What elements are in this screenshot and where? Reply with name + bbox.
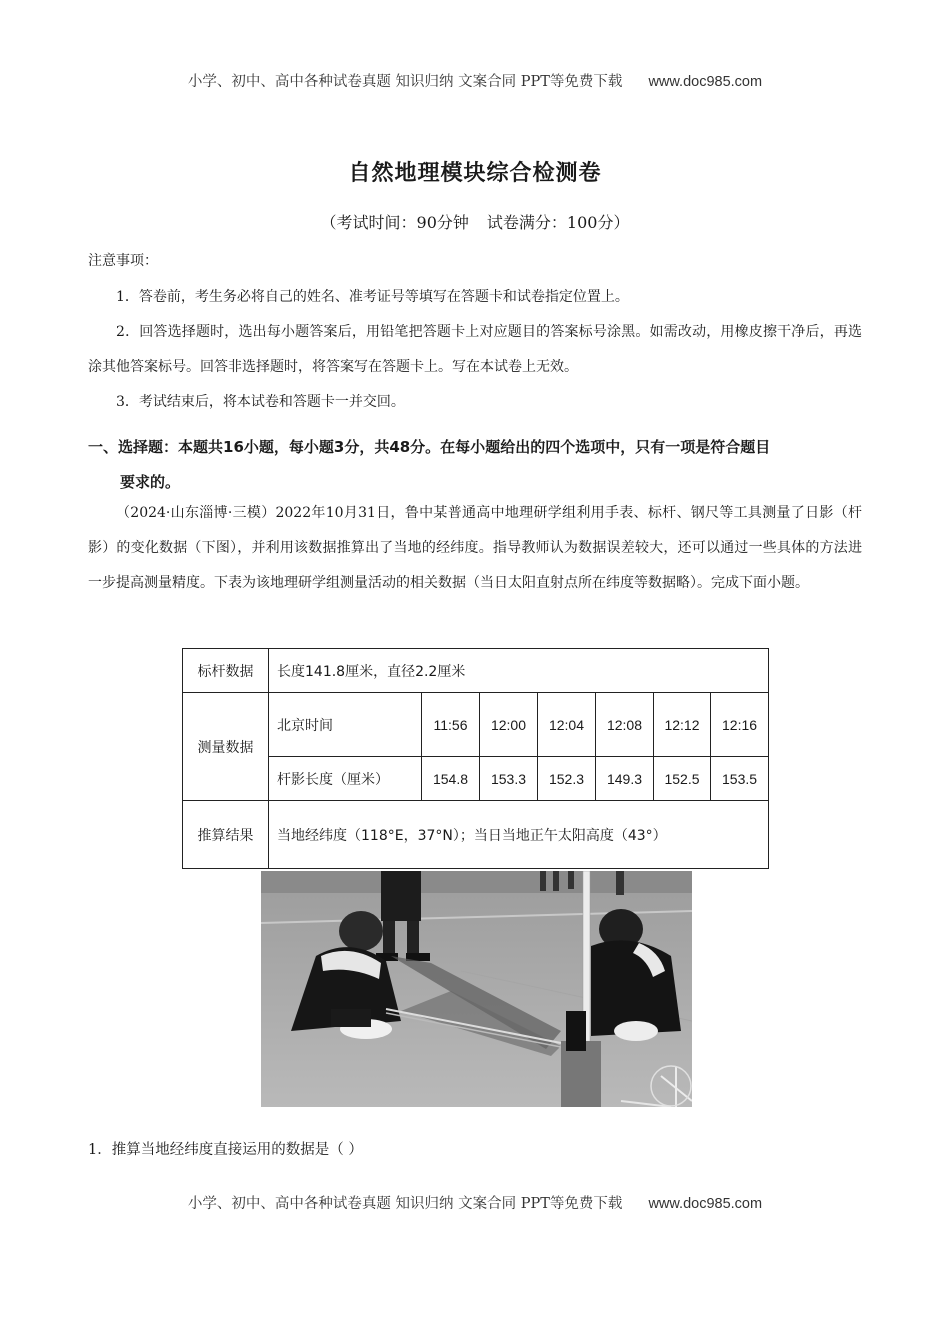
time-cell: 12:16 bbox=[711, 693, 769, 757]
time-cell: 12:04 bbox=[538, 693, 596, 757]
footer-text: 小学、初中、高中各种试卷真题 知识归纳 文案合同 PPT等免费下载 bbox=[187, 1196, 623, 1212]
passage-text: （2024·山东淄博·三模）2022年10月31日，鲁中某普通高中地理研学组利用手表、标杆、钢尺等工具测量了日影（杆影）的变化数据（下图），并利用该数据推算出了当地的经纬度。指导教师认为数据误差较大，还可以通过一些具体的方法进一步提高测量精度。下表为该地理研学组测量活动的相关数据（当日太阳直射点所在纬度等数据略）。完成下面小题。 bbox=[88, 505, 862, 591]
section-line-1: 一、选择题：本题共16小题，每小题3分，共48分。在每小题给出的四个选项中，只有一项是符合题目 bbox=[88, 438, 771, 456]
exam-info bbox=[0, 210, 950, 233]
question-1: 1．推算当地经纬度直接运用的数据是（ ） bbox=[88, 1142, 363, 1158]
time-cell: 12:08 bbox=[596, 693, 654, 757]
result-label: 推算结果 bbox=[183, 801, 269, 869]
pole-value: 长度141.8厘米，直径2.2厘米 bbox=[269, 649, 769, 693]
note-item-1: 1．答卷前，考生务必将自己的姓名、准考证号等填写在答题卡和试卷指定位置上。 bbox=[116, 289, 629, 305]
header-text: 小学、初中、高中各种试卷真题 知识归纳 文案合同 PPT等免费下载 bbox=[187, 74, 623, 90]
result-value: 当地经纬度（118°E，37°N）；当日当地正午太阳高度（43°） bbox=[269, 801, 769, 869]
exam-score: 试卷满分：100分） bbox=[486, 213, 630, 232]
time-cell: 11:56 bbox=[422, 693, 480, 757]
footer-site[interactable]: www.doc985.com bbox=[648, 1196, 763, 1212]
time-cell: 12:12 bbox=[654, 693, 711, 757]
note-item-2: 2．回答选择题时，选出每小题答案后，用铅笔把答题卡上对应题目的答案标号涂黑。如需改动，用橡皮擦干净后，再选涂其他答案标号。回答非选择题时，将答案写在答题卡上。写在本试卷上无效。 bbox=[88, 324, 862, 375]
exam-time: （考试时间：90分钟 bbox=[320, 213, 469, 232]
shadow-cell: 152.5 bbox=[654, 757, 711, 801]
shadow-cell: 152.3 bbox=[538, 757, 596, 801]
section-line-2: 要求的。 bbox=[120, 473, 181, 491]
section-heading bbox=[88, 430, 862, 500]
notes-heading: 注意事项： bbox=[88, 253, 158, 269]
page-header bbox=[0, 70, 950, 91]
note-item-3: 3．考试结束后，将本试卷和答题卡一并交回。 bbox=[116, 394, 405, 410]
time-label: 北京时间 bbox=[269, 693, 422, 757]
time-cell: 12:00 bbox=[480, 693, 538, 757]
measurement-table bbox=[182, 648, 769, 869]
pole-label: 标杆数据 bbox=[183, 649, 269, 693]
header-site[interactable]: www.doc985.com bbox=[648, 74, 763, 90]
shadow-cell: 153.5 bbox=[711, 757, 769, 801]
page-footer bbox=[0, 1192, 950, 1213]
measure-label: 测量数据 bbox=[183, 693, 269, 801]
shadow-cell: 153.3 bbox=[480, 757, 538, 801]
shadow-measurement-photo bbox=[261, 871, 692, 1107]
shadow-cell: 154.8 bbox=[422, 757, 480, 801]
shadow-cell: 149.3 bbox=[596, 757, 654, 801]
shadow-label: 杆影长度（厘米） bbox=[269, 757, 422, 801]
page-title: 自然地理模块综合检测卷 bbox=[348, 161, 602, 186]
